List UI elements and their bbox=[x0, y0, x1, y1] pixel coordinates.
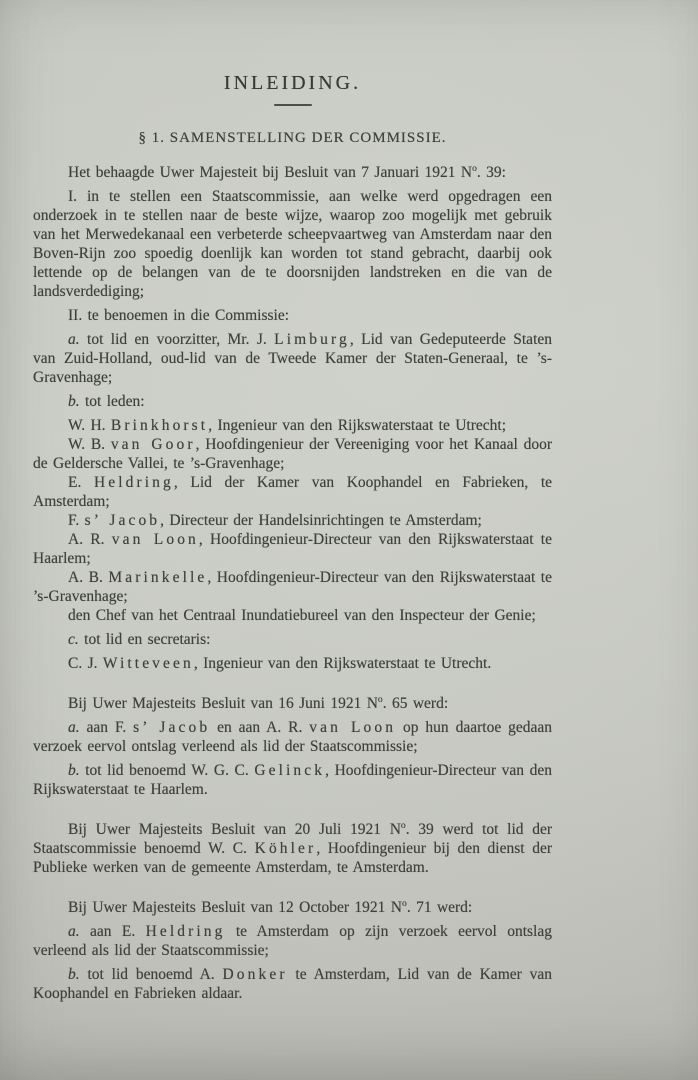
text-segment: . 39: bbox=[476, 164, 506, 181]
text-segment: , Lid der Kamer van Koophandel en Fabrieken, te Amsterdam; bbox=[33, 474, 553, 510]
text-segment: b. bbox=[68, 393, 80, 410]
text-segment: s’ Jacob bbox=[84, 512, 161, 529]
text-segment: b. bbox=[68, 966, 80, 983]
text-segment: a. bbox=[68, 331, 80, 348]
text-segment: W. B. bbox=[68, 436, 111, 453]
text-segment: C. J. bbox=[68, 655, 103, 672]
text-segment: , Hoofdingenieur-Directeur van den Rijkswaterstaat te Haarlem. bbox=[33, 762, 553, 798]
text-segment: , Ingenieur van den Rijkswaterstaat te Utrecht. bbox=[193, 655, 492, 672]
text-segment: A. R. bbox=[68, 531, 112, 548]
text-segment: , Hoofdingenieur der Vereeniging voor het Kanaal door de Geldersche Vallei, te ’s-Gravenhage; bbox=[33, 436, 553, 472]
text-segment: tot lid benoemd A. bbox=[79, 966, 223, 983]
text-segment: o bbox=[472, 162, 477, 174]
section-heading: § 1. SAMENSTELLING DER COMMISSIE. bbox=[138, 130, 447, 146]
paragraph bbox=[33, 568, 552, 606]
paragraph bbox=[33, 761, 552, 799]
text-segment: tot lid benoemd W. G. C. bbox=[79, 762, 255, 779]
text-segment: op hun daartoe gedaan verzoek eervol ontslag verleend als lid der Staatscommissie; bbox=[33, 719, 552, 755]
paragraph bbox=[33, 630, 552, 649]
text-segment: . 65 werd: bbox=[382, 695, 449, 712]
text-segment: , Hoofdingenieur-Directeur van den Rijkswaterstaat te ’s-Gravenhage; bbox=[33, 569, 552, 605]
paragraph bbox=[33, 163, 552, 182]
text-segment: s’ Jacob bbox=[133, 719, 211, 736]
text-segment: aan F. bbox=[79, 719, 134, 736]
text-segment: o bbox=[402, 897, 407, 909]
paragraph bbox=[33, 435, 552, 473]
text-segment: c. bbox=[68, 631, 79, 648]
text-segment: Witteveen bbox=[102, 655, 194, 672]
text-segment: II. te benoemen in die Commissie: bbox=[68, 307, 290, 324]
text-segment: Het behaagde Uwer Majesteit bij Besluit van 7 Januari 1921 N bbox=[68, 164, 473, 181]
text-segment: van Loon bbox=[111, 531, 199, 548]
text-segment: W. H. bbox=[68, 417, 111, 434]
paragraph bbox=[33, 392, 552, 411]
text-segment: Heldring bbox=[145, 923, 226, 940]
text-segment: E. bbox=[68, 474, 94, 491]
text-segment: Gelinck bbox=[254, 762, 326, 779]
text-segment: b. bbox=[68, 762, 80, 779]
text-segment: tot lid en secretaris: bbox=[78, 631, 211, 648]
title-divider bbox=[274, 104, 312, 106]
text-segment: , Ingenieur van den Rijkswaterstaat te Utrecht; bbox=[208, 417, 507, 434]
paragraph bbox=[33, 330, 552, 387]
text-segment: , Lid van Gedeputeerde Staten van Zuid-Holland, oud-lid van de Tweede Kamer der Staten-Generaal, te ’s-Gravenhage; bbox=[33, 331, 553, 386]
paragraph bbox=[33, 530, 552, 568]
text-segment: Donker bbox=[222, 966, 288, 983]
paragraph bbox=[33, 473, 552, 511]
text-segment: a. bbox=[68, 719, 80, 736]
paragraph bbox=[33, 187, 552, 301]
text-segment: Heldring bbox=[93, 474, 174, 491]
paragraph bbox=[33, 694, 552, 713]
paragraph bbox=[33, 898, 552, 917]
text-segment: , Hoofdingenieur bij den dienst der Publieke werken van de gemeente Amsterdam, te Amsterdam. bbox=[33, 840, 553, 876]
document-body bbox=[33, 163, 552, 1003]
paragraph bbox=[33, 606, 552, 625]
text-segment: aan E. bbox=[79, 923, 146, 940]
paragraph bbox=[33, 511, 552, 530]
text-segment: te Amsterdam op zijn verzoek eervol ontslag verleend als lid der Staatscommissie; bbox=[33, 923, 552, 959]
text-segment: . 71 werd: bbox=[406, 899, 473, 916]
paragraph bbox=[33, 922, 552, 960]
paragraph bbox=[33, 718, 552, 756]
text-segment: o bbox=[377, 693, 383, 705]
paragraph bbox=[33, 820, 552, 877]
text-segment: Bij Uwer Majesteits Besluit van 16 Juni 1921 N bbox=[68, 695, 378, 712]
text-segment: a. bbox=[68, 923, 80, 940]
text-segment: , Hoofdingenieur-Directeur van den Rijkswaterstaat te Haarlem; bbox=[33, 531, 552, 567]
text-segment: Limburg bbox=[274, 331, 350, 348]
text-segment: o bbox=[400, 819, 406, 831]
text-segment: en aan A. R. bbox=[210, 719, 310, 736]
text-segment: Bij Uwer Majesteits Besluit van 12 October 1921 N bbox=[68, 899, 403, 916]
text-segment: tot leden: bbox=[79, 393, 145, 410]
text-segment: Marinkelle bbox=[108, 569, 208, 586]
text-segment: tot lid en voorzitter, Mr. J. bbox=[79, 331, 275, 348]
text-segment: den Chef van het Centraal Inundatiebureel van den Inspecteur der Genie; bbox=[68, 607, 536, 624]
text-segment: . 39 werd tot lid der Staatscommissie benoemd W. C. bbox=[33, 821, 552, 857]
paragraph bbox=[33, 416, 552, 435]
paragraph bbox=[33, 306, 552, 325]
text-segment: A. B. bbox=[68, 569, 109, 586]
paragraph bbox=[33, 654, 552, 673]
paragraph bbox=[33, 965, 552, 1003]
text-segment: van Loon bbox=[309, 719, 397, 736]
text-segment: van Goor bbox=[110, 436, 196, 453]
text-segment: Bij Uwer Majesteits Besluit van 20 Juli 1921 N bbox=[68, 821, 401, 838]
text-segment: I. in te stellen een Staatscommissie, aan welke werd opgedragen een onderzoek in te stellen naar de beste wijze, waarop zoo mogelijk met gebruik van het Merwedekanaal een verbeterde scheepvaartweg van Amsterdam naar den Boven-Rijn zoo spoedig doenlijk kan worden tot stand gebracht, daarbij ook lettende op de belangen van de te doorsnijden landstreken en die van de landsverdediging; bbox=[33, 188, 552, 300]
text-segment: Brinkhorst bbox=[110, 417, 209, 434]
page-title: INLEIDING. bbox=[223, 72, 362, 94]
text-segment: F. bbox=[68, 512, 85, 529]
text-segment: , Directeur der Handelsinrichtingen te Amsterdam; bbox=[160, 512, 482, 529]
text-segment: te Amsterdam, Lid van de Kamer van Koophandel en Fabrieken aldaar. bbox=[33, 966, 552, 1002]
text-segment: Köhler bbox=[254, 840, 317, 857]
